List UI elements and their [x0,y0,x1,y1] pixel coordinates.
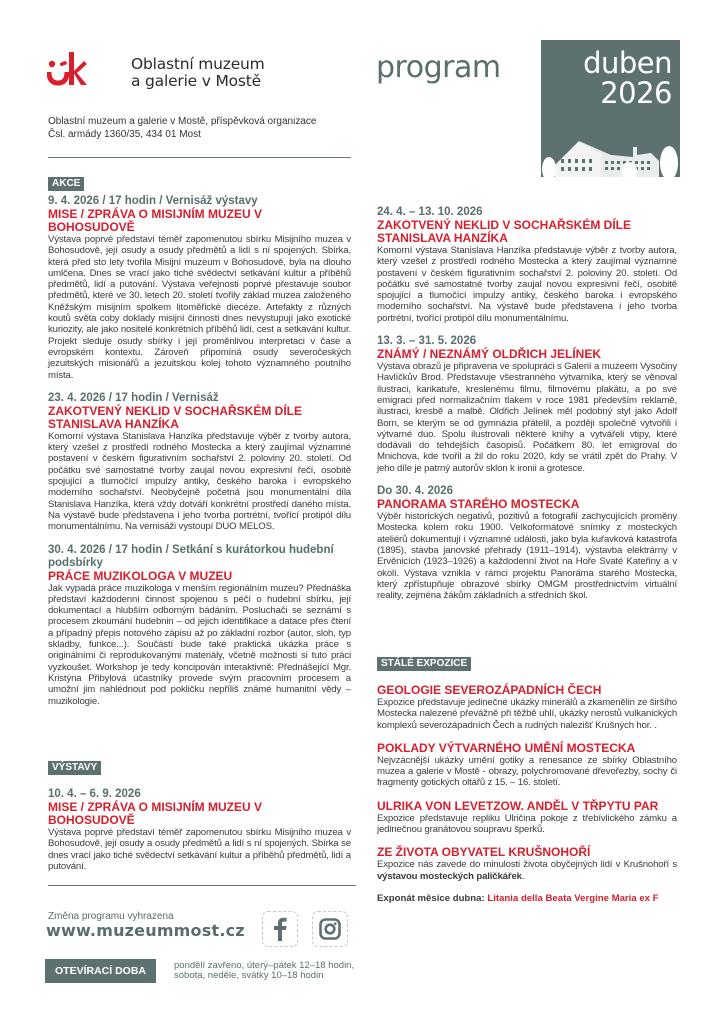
permanent-exhibitions [377,684,677,904]
org-info [48,115,316,141]
permanent-title: POKLADY VÝTVARNÉHO UMĚNÍ MOSTECKA [377,740,636,755]
left-exhibitions [48,788,351,883]
event-title: MISE / ZPRÁVA O MISIJNÍM MUZEU V BOHOSUDOVĚ [48,207,263,234]
exhibition-date: 10. 4. – 6. 9. 2026 [48,788,141,800]
event-description: Jak vypadá práce muzikologa v menším regionálním muzeu? Přednáška představí každodenní činnost spojenou s péčí o hudební sbírku, její dokumentací a hlubším odborným bádáním. Posluchači se seznámí s procesem zkoumání hudebnin – od jejich identifikace a datace přes čtení a případný přepis notového zápisu až po základní rozbor (autor, sloh, typ skladby, funkce...). Součástí bude také praktická ukázka práce s originálními či reprodukovanými materiály, včetně možnosti si tuto práci vyzkoušet. Workshop je tedy koncipován interaktivně: Přednášející Mgr. Kristýna Přibylová účastníky provede svým pracovním procesem a umožní jim nahlédnout pod pokličku nepříliš známé humanitní vědy – muzikologie. [48,582,351,707]
exhibition-date: 13. 3. – 31. 5. 2026 [377,335,477,348]
org-name-line1: Oblastní muzeum [131,55,265,73]
section-badge-akce: AKCE [48,177,84,191]
desc-end: . [521,870,525,882]
event-date: 9. 4. 2026 / 17 hodin / Vernisáž výstavy [48,195,258,207]
permanent-item [377,800,677,836]
hours-line2: sobota, neděle, svátky 10–18 hodin [174,970,324,981]
header-divider [48,157,351,158]
org-name [131,56,265,90]
exhibit-month-value: Litania della Beata Vergine Maria ex F [487,892,659,904]
permanent-description [377,859,677,882]
website-link[interactable]: www.muzeummost.cz [46,921,245,940]
org-name-line2: a galerie v Mostě [131,72,261,90]
exhibition-item [377,206,677,324]
exhibition-title: MISE / ZPRÁVA O MISIJNÍM MUZEU V BOHOSUDOVĚ [48,800,263,827]
exhibition-title: ZAKOTVENÝ NEKLID V SOCHAŘSKÉM DÍLE STANISLAVA HANZÍKA [377,218,632,245]
permanent-description: Expozice představuje repliku Ulričina pokoje z třebívlického zámku a jedinečnou granátovou soupravu šperků. [377,812,677,836]
exhibition-date: 24. 4. – 13. 10. 2026 [377,206,483,218]
opening-hours-label: OTEVÍRACÍ DOBA [45,959,156,983]
section-badge-vystavy: VÝSTAVY [48,761,101,775]
right-column [377,206,677,612]
exhibition-date: Do 30. 4. 2026 [377,485,454,498]
permanent-title: GEOLOGIE SEVEROZÁPADNÍCH ČECH [377,683,602,697]
permanent-title: ZE ŽIVOTA OBYVATEL KRUŠNOHOŘÍ [377,845,591,860]
event-item [48,544,351,707]
month-box [541,40,680,181]
hours-line1: pondělí zavřeno, úterý–pátek 12–18 hodin, [174,960,355,971]
footer-divider [48,885,356,886]
museum-logo-icon [47,52,87,86]
permanent-title: ULRIKA VON LEVETZOW. ANDĚL V TŘPYTU PAR [377,798,659,813]
event-date: 30. 4. 2026 / 17 hodin / Setkání s kurátorkou hudební podsbírky [48,543,334,569]
year-label: 2026 [600,76,672,110]
opening-hours-text [174,961,354,981]
left-column [48,195,351,718]
program-heading: program [376,50,501,85]
desc-bold: výstavou mosteckých paličkářek [377,870,522,882]
exhibition-item [377,485,677,601]
exhibit-of-month [377,893,677,904]
event-description: Komorní výstava Stanislava Hanzíka představuje výběr z tvorby autora, který vzešel z prostředí rodného Mostecka a který zaujímal významné postavení v českém figurativním sochařství 2. poloviny 20. století. Od počátku své samostatné tvorby zaujal novou expresivní řečí, osobitě spojující a tlumočící impulzy antiky, českého baroka i evropského moderního sochařství. Neobyčejně početná jsou monumentální díla Stanislava Hanzíka, která vždy dotváří konkrétní prostředí daného místa. Na výstavě bude představena i jeho tvorba portrétní, tvořící protipól dílu monumentálnímu. Na vernisáži vystoupí DUO MELOS. [48,430,351,533]
exhibition-description: Výstava obrazů je připravena ve spolupráci s Galerií a muzeem Vysočiny Havlíčkův Brod. Představuje všestranného výtvarníka, který se věnoval ilustraci, karikatuře, kreslenému filmu, filmovému plakátu, a po své emigraci před normalizačním tlakem v roce 1981 především reklamě, ilustraci, kresbě a malbě. Oldřich Jelínek měl podobný styl jako Adolf Born, se kterým se od gymnázia přátelil, a později společně vytvořili i výtvarné duo. Spolu ilustrovali některé knihy a vytvářeli vtipy, které dodávali do tehdejších časopisů. Počátkem 80. let emigroval do Mnichova, kde tvořil a žil do roku 2020, kdy se vrátil zpět do Prahy. V jeho díle je patrný autorův sklon k ironii a grotesce. [377,361,677,474]
instagram-icon [319,918,341,940]
exhibition-description: Výběr historických negativů, pozitivů a fotografií zachycujících proměny Mostecka kolem roku 1900. Velkoformátové snímky z mosteckých ateliérů dokumentují i významné události, jako byla kuřavková katastrofa (1895), stavba janovské přehrady (1911–1914), výstavba elektrárny v Ervěnicích (1923–1926) a každodenní život na Hoře Svaté Kateřiny a v okolí. Výstava vznikla v rámci projektu Panoráma starého Mostecka, který zpřístupňuje obrazové sbírky OMGM prostřednictvím virtuální reality, zejména žákům základních a středních škol. [377,511,677,602]
instagram-button[interactable] [312,911,348,947]
facebook-button[interactable] [262,911,298,947]
exhibition-item [48,788,351,872]
event-date: 23. 4. 2026 / 17 hodin / Vernisáž [48,391,219,404]
permanent-item [377,684,677,731]
desc-text: Expozice nás zavede do minulosti života obyčejných lidí v Krušnohoří s [377,859,677,871]
exhibit-month-label: Exponát měsíce dubna: [377,892,485,904]
event-title: ZAKOTVENÝ NEKLID V SOCHAŘSKÉM DÍLE STANISLAVA HANZÍKA [48,403,303,431]
program-change-note: Změna programu vyhrazena [48,911,174,922]
org-info-line1: Oblastní muzeum a galerie v Mostě, příspěvková organizace [48,116,317,127]
event-item [48,195,351,381]
event-description: Výstava poprvé představí téměř zapomenutou sbírku Misijního muzea v Bohosudově, její osudy a osudy předmětů a lidí s ní spojených. Sbírka, která před sto lety tvořila Misijní muzeum v Bohosudově, byla na dlouho umlčena. Dnes se vrací jako tiché svědectví setkávání kultur a příběhů předmětů, lidí a putování. Výstava veřejnosti poprvé přestavuje soubor předmětů, které ve 30. letech 20. století tvořily základ muzea založeného Kněžským misijním spolkem litoměřické diecéze. Artefakty z různých koutů světa coby doklady misijní činnosti dnes nevystupují jako exotické kuriozity, ale jako nositelé konkrétních příběhů lidí, cest a setkávání kultur. Projekt sleduje osudy sbírky i její proměnlivou interpretaci v čase a evropském kontextu. Zároveň připomíná osudy severočeských jezuitských misionářů a jezuitskou kolej tohoto významného poutního místa. [48,234,351,381]
museum-building-icon [541,125,680,181]
facebook-icon [272,917,288,941]
exhibition-title: ZNÁMÝ / NEZNÁMÝ OLDŘICH JELÍNEK [377,347,602,362]
exhibition-title: PANORAMA STARÉHO MOSTECKA [377,497,580,512]
exhibition-item [377,335,677,474]
permanent-item [377,846,677,882]
exhibition-description: Komorní výstava Stanislava Hanzíka představuje výběr z tvorby autora, který vzešel z prostředí rodného Mostecka a který zaujímal významné postavení v českém figurativním sochařství 2. poloviny 20. století. Od počátku své samostatné tvorby zaujal novou expresivní řečí, osobitě spojující a tlumočící impulzy antiky, českého baroka i evropského moderního sochařství. Na výstavě bude představena i jeho tvorba portrétní, tvořící protipól dílu monumentálnímu. [377,245,677,324]
event-item [48,392,351,533]
event-title: PRÁCE MUZIKOLOGA V MUZEU [48,568,233,583]
exhibition-description: Výstava poprvé představí téměř zapomenutou sbírku Misijního muzea v Bohosudově, její osudy a osudy předmětů a lidí s ní spojených. Sbírka se dnes vrací jako tiché svědectví setkávání kultur a příběhů předmětů, lidí a putování. [48,827,351,872]
permanent-description: Expozice představuje jedinečné ukázky minerálů a zkamenělin ze širšího Mostecka nalezené převážně při těžbě uhlí, ukázky nerostů vulkanických komplexů severozápadních Čech a rudných nalezišť Krušných hor. . [377,697,677,731]
permanent-item [377,742,677,789]
org-address: Čsl. armády 1360/35, 434 01 Most [48,129,201,140]
permanent-description: Nejvzácnější ukázky umění gotiky a renesance ze sbírky Oblastního muzea a galerie v Mostě - obrazy, polychromované dřevořezby, sochy či fragmenty gotických oltářů z 15. – 16. století. [377,754,677,789]
section-badge-stale-expozice: STÁLÉ EXPOZICE [377,657,471,671]
month-label: duben [583,46,672,80]
